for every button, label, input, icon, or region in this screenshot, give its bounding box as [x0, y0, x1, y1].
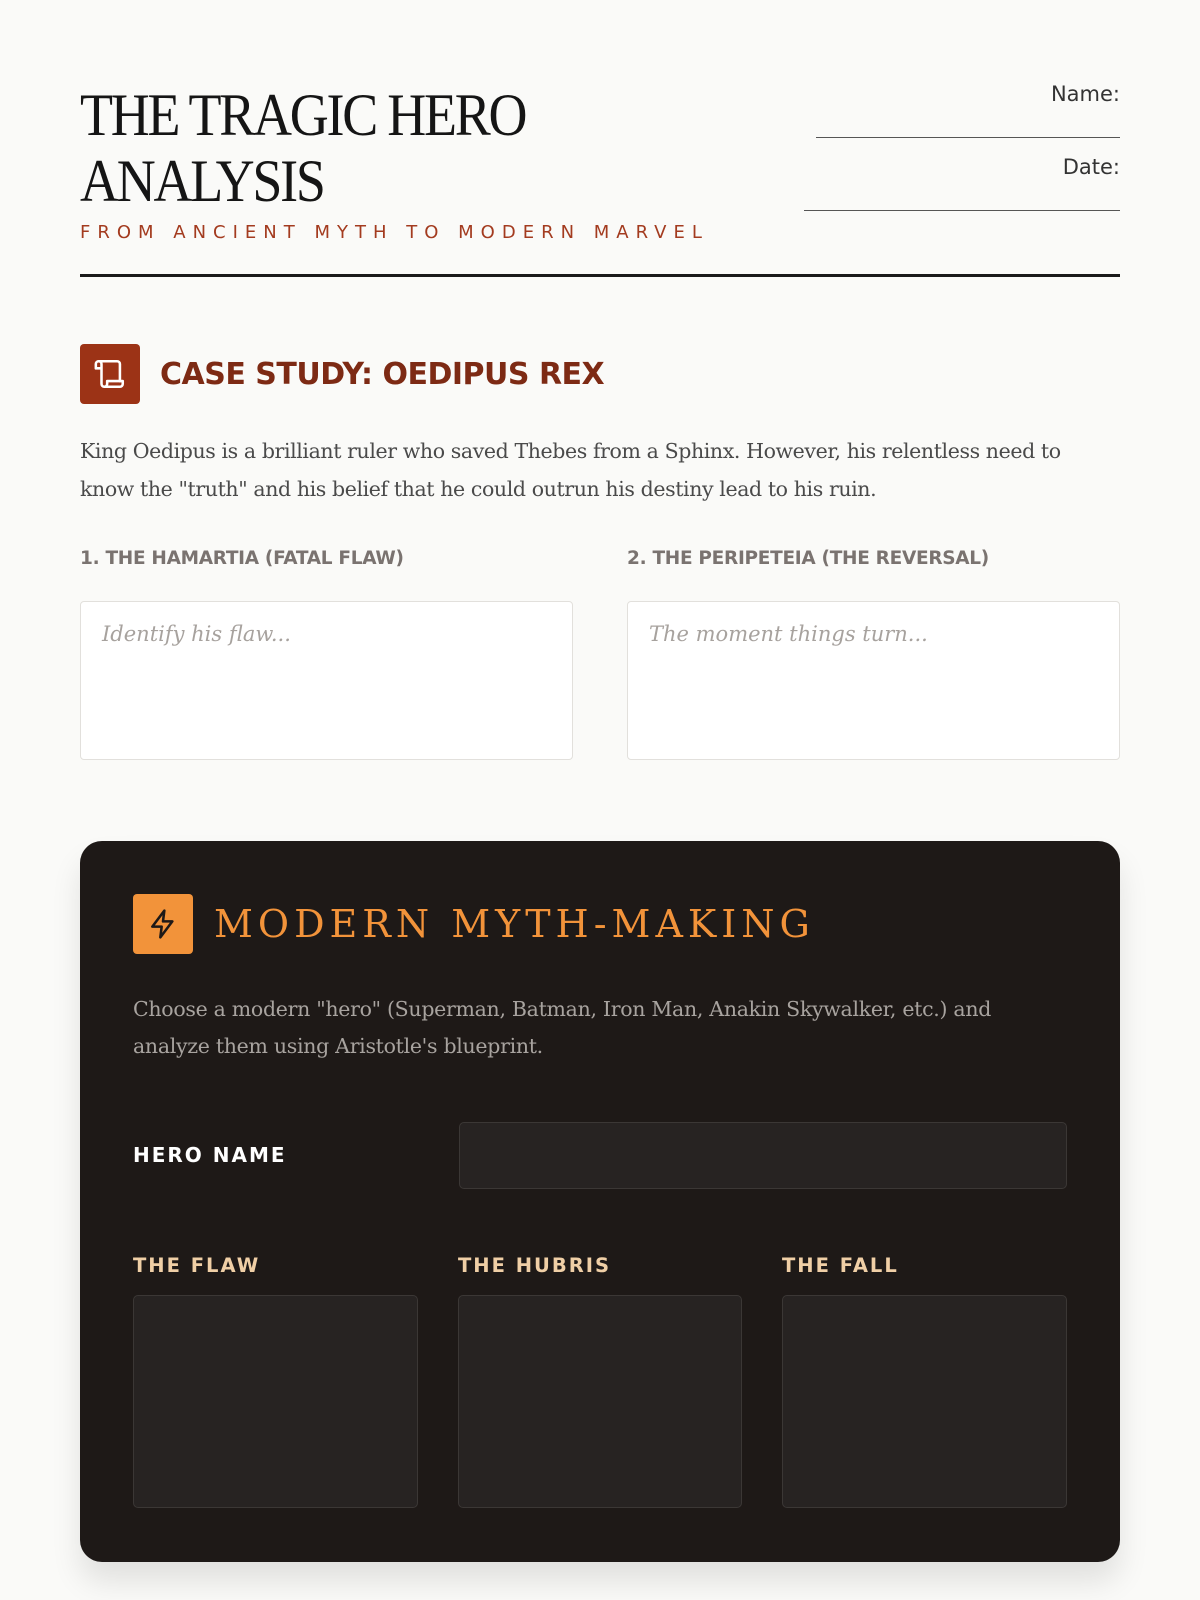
flaw-label: THE FLAW — [133, 1254, 261, 1277]
fall-answer-box[interactable] — [782, 1295, 1067, 1508]
hubris-label: THE HUBRIS — [458, 1254, 612, 1277]
hero-name-label: HERO NAME — [133, 1143, 287, 1167]
title-line-1: THE TRAGIC HERO — [80, 82, 526, 148]
case-study-heading — [80, 344, 604, 404]
worksheet-page — [80, 0, 1120, 1600]
page-title — [80, 82, 656, 214]
hamartia-answer-box[interactable] — [80, 601, 573, 760]
name-field[interactable] — [816, 82, 1120, 138]
flaw-answer-box[interactable] — [133, 1295, 418, 1508]
scroll-icon — [80, 344, 140, 404]
modern-myth-title: MODERN MYTH-MAKING — [214, 902, 815, 946]
lightning-icon — [133, 894, 193, 954]
modern-myth-heading — [133, 894, 815, 954]
case-study-title: CASE STUDY: OEDIPUS REX — [160, 356, 605, 392]
peripeteia-answer-box[interactable] — [627, 601, 1120, 760]
hubris-answer-box[interactable] — [458, 1295, 742, 1508]
modern-myth-description: Choose a modern "hero" (Superman, Batman, Iron Man, Anakin Skywalker, etc.) and analyze them using Aristotle's blueprint. — [133, 997, 992, 1058]
date-field[interactable] — [804, 155, 1120, 211]
worksheet-header — [80, 82, 1120, 277]
date-label: Date: — [1062, 155, 1120, 179]
modern-myth-panel — [80, 841, 1120, 1562]
title-line-2: ANALYSIS — [80, 148, 324, 214]
page-subtitle: FROM ANCIENT MYTH TO MODERN MARVEL — [80, 222, 709, 243]
case-study-description: King Oedipus is a brilliant ruler who saved Thebes from a Sphinx. However, his relentless need to know the "truth" and his belief that he could outrun his destiny lead to his ruin. — [80, 439, 1061, 501]
peripeteia-label: 2. THE PERIPETEIA (THE REVERSAL) — [627, 548, 989, 569]
hero-name-input[interactable] — [459, 1122, 1067, 1189]
hamartia-label: 1. THE HAMARTIA (FATAL FLAW) — [80, 548, 404, 569]
fall-label: THE FALL — [782, 1254, 899, 1277]
name-label: Name: — [1050, 82, 1120, 106]
student-meta — [790, 82, 1120, 222]
